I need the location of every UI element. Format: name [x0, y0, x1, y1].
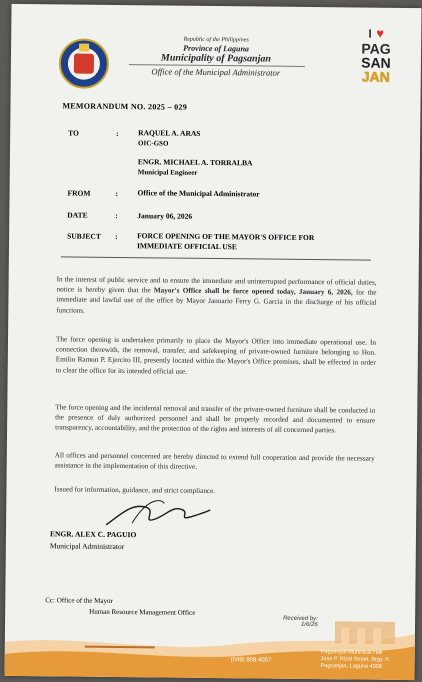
footer-phone: (049) 808 4057 [230, 657, 272, 664]
paragraph-4: All offices and personnel concerned are hereby directed to extend full cooperation and provide the necessary assistance in the implementation of this directive. [54, 451, 375, 472]
subject-label: SUBJECT [67, 231, 101, 241]
from-label: FROM [67, 188, 91, 198]
date-value: January 06, 2026 [137, 211, 193, 221]
from-colon: : [115, 188, 119, 198]
memo-number: MEMORANDUM NO. 2025 – 029 [62, 101, 188, 112]
date-label: DATE [67, 210, 88, 220]
to-recipient-2: ENGR. MICHAEL A. TORRALBA Municipal Engineer [137, 157, 253, 177]
subject-divider [61, 256, 371, 260]
footer-address: Pagsanjan Municipal Hall Jose P. Rizal Street, Brgy. P. Pagsanjan, Laguna 4008 [320, 649, 390, 670]
heart-icon: ♥ [376, 25, 385, 41]
received-stamp: Received by: 1/6/26 [283, 615, 318, 629]
paragraph-5: Issued for information, guidance, and strict compliance. [54, 485, 216, 496]
memo-sheet [4, 4, 421, 680]
header-office: Office of the Municipal Administrator [151, 66, 281, 78]
paragraph-3: The force opening and the incidental removal and transfer of the private-owned furniture shall be conducted in the presence of duly authorized personnel and shall be properly recorded and documented to ensure transparency, accountability, and the protection of the rights and interests of all concerned parties. [55, 403, 376, 435]
header-province: Province of Laguna [183, 43, 250, 54]
date-colon: : [115, 210, 118, 220]
header-municipality: Municipality of Pagsanjan [160, 52, 272, 65]
to-colon: : [116, 128, 119, 139]
subject-value: FORCE OPENING OF THE MAYOR'S OFFICE FOR IMMEDIATE OFFICIAL USE [136, 231, 315, 252]
cc-line-2: Human Resource Management Office [89, 607, 196, 617]
subject-colon: : [115, 231, 118, 241]
to-recipient-1: RAQUEL A. ARAS OIC-GSO [138, 128, 201, 148]
paragraph-1: In the interest of public service and to ensure the immediate and uninterrupted performance of official duties, notice is hereby given that the Mayor's Office shall be force opened today, January 6, 2026, for the immediate and lawful use of the office by Mayor Januario Ferry G. Garcia in the discharge of his official functions. [56, 275, 377, 315]
i-love-pagsanjan-logo: I ♥ PAG SAN JAN [361, 25, 391, 85]
cc-line-1: Cc: Office of the Mayor [45, 596, 113, 605]
from-value: Office of the Municipal Administrator [137, 188, 260, 199]
to-label: TO [68, 128, 79, 138]
municipal-seal-icon [59, 38, 110, 89]
header-republic: Republic of the Philippines [183, 36, 249, 44]
paragraph-2: The force opening is undertaken primarily to place the Mayor's Office into immediate operational use. In connection therewith, the removal, transfer, and safekeeping of private-owned furniture belonging to Hon. Emilio Ramon P. Ejercito III, presently located within the Mayor's Office premises, shall be effected in order to clear the office for its intended official use. [55, 335, 377, 376]
signatory-name: ENGR. ALEX C. PAGUIO [49, 529, 137, 540]
signatory-title: Municipal Administrator [49, 541, 125, 552]
handwritten-signature [102, 493, 212, 534]
